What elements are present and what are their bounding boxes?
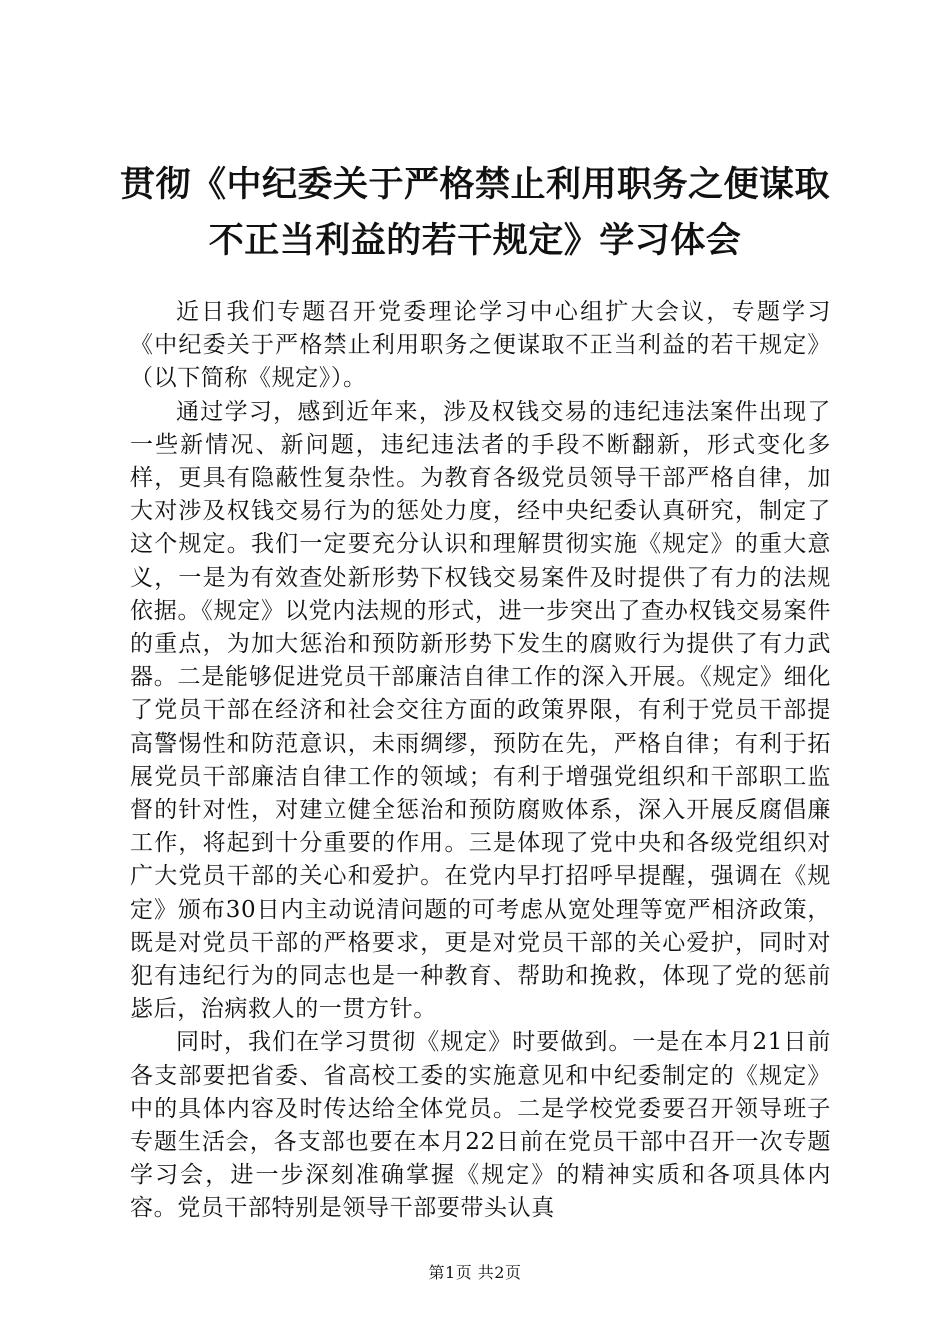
title-line-2: 不正当利益的若干规定》学习体会	[208, 221, 742, 261]
page-number-footer: 第1页 共2页	[428, 1263, 522, 1282]
paragraph-3: 同时，我们在学习贯彻《规定》时要做到。一是在本月21日前各支部要把省委、省高校工委的实施意见和中纪委制定的《规定》中的具体内容及时传达给全体党员。二是学校党委要召开领导班子专题生活会，各支部也要在本月22日前在党员干部中召开一次专题学习会，进一步深刻准确掌握《规定》的精神实质和各项具体内容。党员干部特别是领导干部要带头认真	[130, 1029, 831, 1222]
title-line-1: 贯彻《中纪委关于严格禁止利用职务之便谋取	[120, 165, 831, 205]
paragraph-1: 近日我们专题召开党委理论学习中心组扩大会议，专题学习《中纪委关于严格禁止利用职务之便谋取不正当利益的若干规定》（以下简称《规定》）。	[130, 299, 831, 392]
paragraph-2: 通过学习，感到近年来，涉及权钱交易的违纪违法案件出现了一些新情况、新问题，违纪违法者的手段不断翻新，形式变化多样，更具有隐蔽性复杂性。为教育各级党员领导干部严格自律，加大对涉及权钱交易行为的惩处力度，经中央纪委认真研究，制定了这个规定。我们一定要充分认识和理解贯彻实施《规定》的重大意义，一是为有效查处新形势下权钱交易案件及时提供了有力的法规依据。《规定》以党内法规的形式，进一步突出了查办权钱交易案件的重点，为加大惩治和预防新形势下发生的腐败行为提供了有力武器。二是能够促进党员干部廉洁自律工作的深入开展。《规定》细化了党员干部在经济和社会交往方面的政策界限，有利于党员干部提高警惕性和防范意识，未雨绸缪，预防在先，严格自律；有利于拓展党员干部廉洁自律工作的领域；有利于增强党组织和干部职工监督的针对性，对建立健全惩治和预防腐败体系，深入开展反腐倡廉工作，将起到十分重要的作用。三是体现了党中央和各级党组织对广大党员干部的关心和爱护。在党内早打招呼早提醒，强调在《规定》颁布30日内主动说清问题的可考虑从宽处理等宽严相济政策，既是对党员干部的严格要求，更是对党员干部的关心爱护，同时对犯有违纪行为的同志也是一种教育、帮助和挽救，体现了党的惩前毖后，治病救人的一贯方针。	[130, 398, 831, 1023]
document-title	[120, 157, 830, 269]
document-body	[130, 296, 831, 1226]
